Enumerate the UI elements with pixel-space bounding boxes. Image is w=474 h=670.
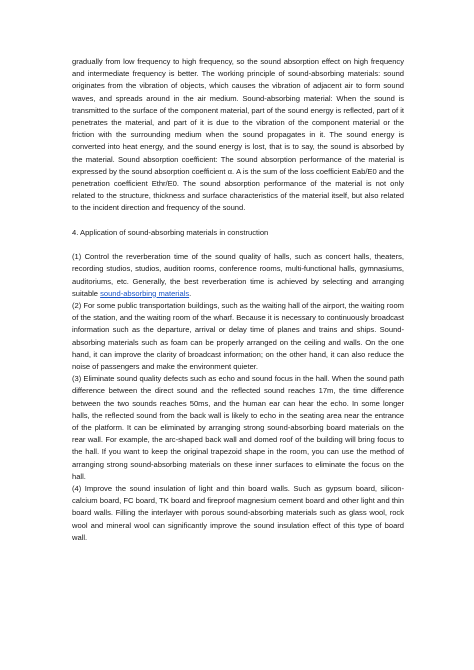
intro-paragraph: gradually from low frequency to high frequency, so the sound absorption effect on high frequency and intermediate frequency is better. The working principle of sound-absorbing materials: sound originates from the vibration of objects, which causes the vibration of adjacent air to form sound waves, and spreads around in the air medium. Sound-absorbing material: When the sound is transmitted to the surface of the component material, part of the sound energy is reflected, part of it penetrates the material, and part of it is due to the vibration of the component material or the friction with the surrounding medium when the sound propagates in it. The sound energy is converted into heat energy, and the sound energy is lost, that is to say, the sound is absorbed by the material. Sound absorption coefficient: The sound absorption performance of the material is expressed by the sound absorption coefficient α. A is the sum of the loss coefficient Eab/E0 and the penetration coefficient Ethr/E0. The sound absorption performance of the material is not only related to the structure, thickness and surface characteristics of the material itself, but also related to the incident direction and frequency of the sound. [72, 57, 404, 213]
item-1-end: . [189, 288, 192, 298]
spacer [72, 239, 404, 251]
item-1-paragraph [72, 251, 404, 300]
section-heading: 4. Application of sound-absorbing materials in construction [72, 227, 269, 237]
item-3-paragraph: (3) Eliminate sound quality defects such as echo and sound focus in the hall. When the sound path difference between the direct sound and the reflected sound reaches 17m, the time difference between the two sounds reaches 50ms, and the human ear can hear the echo. In some longer halls, the reflected sound from the back wall is likely to echo in the seating area near the entrance of the platform. It can be eliminated by arranging strong sound-absorbing board materials on the rear wall. For example, the arc-shaped back wall and domed roof of the building will bring focus to the hall. If you want to keep the original trapezoid shape in the room, you can use the method of arranging strong sound-absorbing materials on these inner surfaces to eliminate the focus on the hall. [72, 374, 404, 481]
sound-absorbing-materials-link[interactable]: sound-absorbing materials [100, 288, 190, 298]
item-2-paragraph: (2) For some public transportation buildings, such as the waiting hall of the airport, the waiting room of the station, and the waiting room of the wharf. Because it is necessary to continuously broadcast information such as the departure, arrival or delay time of planes and trains and ships. Sound-absorbing materials such as foam can be properly arranged on the ceiling and walls. On the one hand, it can improve the clarity of broadcast information; on the other hand, it can also reduce the noise of passengers and make the environment quieter. [72, 301, 404, 372]
spacer [72, 215, 404, 227]
item-1-text: (1) Control the reverberation time of the sound quality of halls, such as concert halls, theaters, recording studios, studios, audition rooms, conference rooms, multi-functional halls, gymnasiums, auditoriums, etc. Generally, the best reverberation time is achieved by selecting and arranging suitable [72, 252, 404, 298]
item-4-paragraph: (4) Improve the sound insulation of light and thin board walls. Such as gypsum board, silicon-calcium board, FC board, TK board and fireproof magnesium cement board and other light and thin board walls. Filling the interlayer with porous sound-absorbing materials such as glass wool, rock wool and mineral wool can significantly improve the sound insulation effect of this type of board wall. [72, 484, 404, 542]
